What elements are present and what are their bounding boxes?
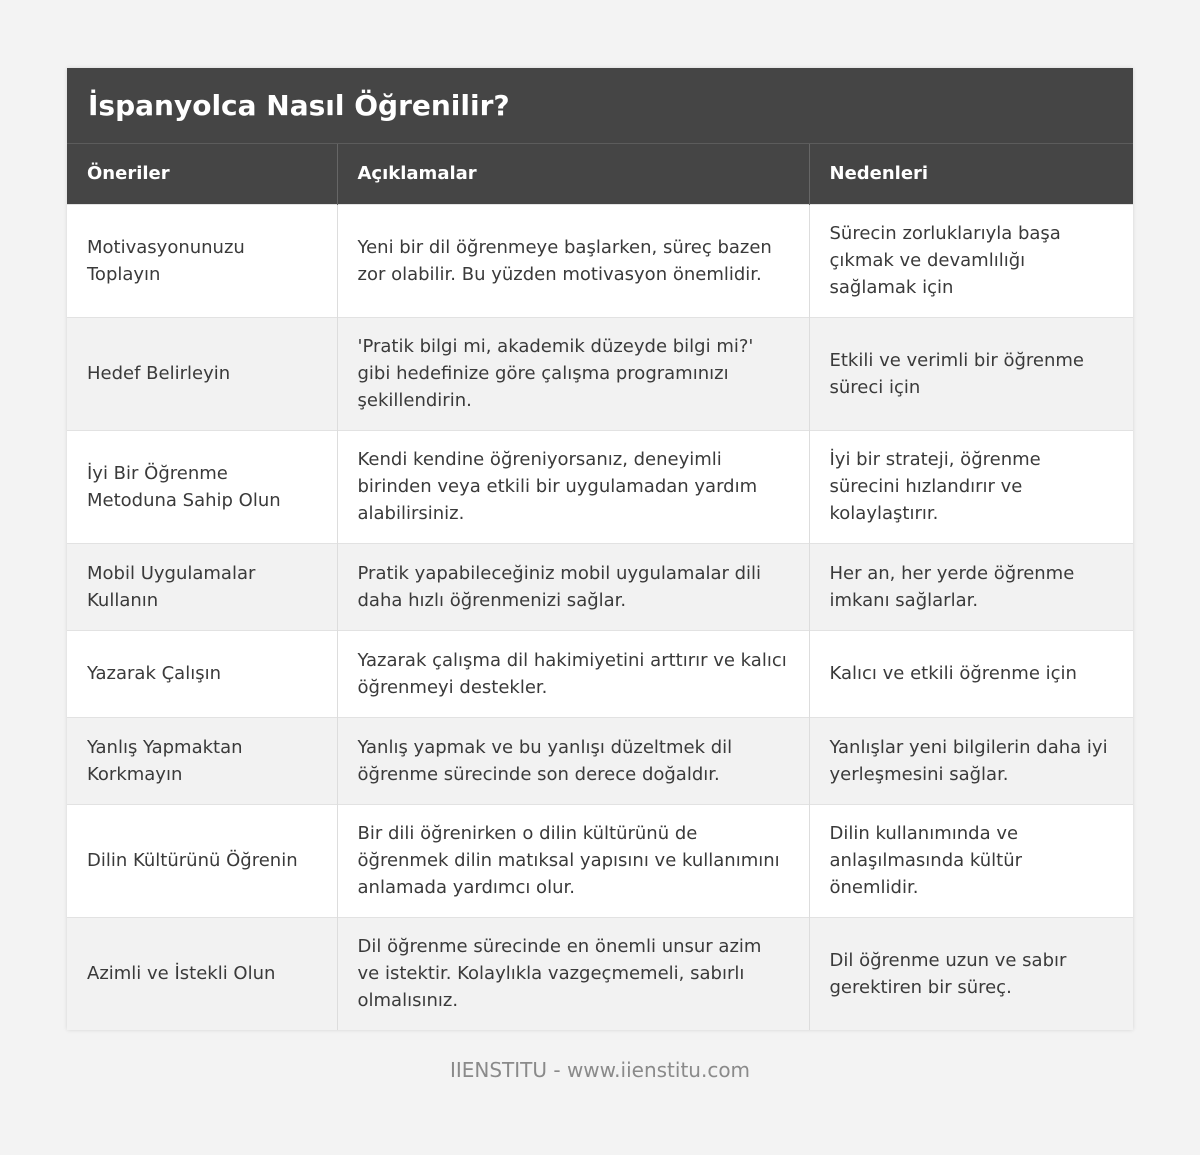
table-cell: Kendi kendine öğreniyorsanız, deneyimli birinden veya etkili bir uygulamadan yardım alabilirsiniz. xyxy=(337,430,809,543)
footer-credit: IIENSTITU - www.iienstitu.com xyxy=(449,1058,751,1082)
table-row xyxy=(67,317,1133,430)
table-cell: Dil öğrenme sürecinde en önemli unsur azim ve istektir. Kolaylıkla vazgeçmemeli, sabırlı olmalısınız. xyxy=(337,917,809,1030)
table-cell: Her an, her yerde öğrenme imkanı sağlarlar. xyxy=(809,543,1133,630)
table-cell: Yazarak çalışma dil hakimiyetini arttırır ve kalıcı öğrenmeyi destekler. xyxy=(337,630,809,717)
table-cell: İyi Bir Öğrenme Metoduna Sahip Olun xyxy=(67,430,337,543)
table-cell: Sürecin zorluklarıyla başa çıkmak ve devamlılığı sağlamak için xyxy=(809,204,1133,317)
table-row xyxy=(67,717,1133,804)
table-cell: Bir dili öğrenirken o dilin kültürünü de öğrenmek dilin matıksal yapısını ve kullanımını anlamada yardımcı olur. xyxy=(337,804,809,917)
table-cell: Hedef Belirleyin xyxy=(67,317,337,430)
table-cell: Azimli ve İstekli Olun xyxy=(67,917,337,1030)
table-cell: 'Pratik bilgi mi, akademik düzeyde bilgi mi?' gibi hedefinize göre çalışma programınızı şekillendirin. xyxy=(337,317,809,430)
table-row xyxy=(67,630,1133,717)
table-cell: Yanlış Yapmaktan Korkmayın xyxy=(67,717,337,804)
table-row xyxy=(67,430,1133,543)
table-cell: Yeni bir dil öğrenmeye başlarken, süreç bazen zor olabilir. Bu yüzden motivasyon önemlidir. xyxy=(337,204,809,317)
table-cell: Yanlışlar yeni bilgilerin daha iyi yerleşmesini sağlar. xyxy=(809,717,1133,804)
table-cell: Dilin kullanımında ve anlaşılmasında kültür önemlidir. xyxy=(809,804,1133,917)
table-row xyxy=(67,804,1133,917)
table-cell: Pratik yapabileceğiniz mobil uygulamalar dili daha hızlı öğrenmenizi sağlar. xyxy=(337,543,809,630)
title-bar xyxy=(67,68,1133,144)
table-cell: Kalıcı ve etkili öğrenme için xyxy=(809,630,1133,717)
table-cell: Motivasyonunuzu Toplayın xyxy=(67,204,337,317)
table-card xyxy=(67,68,1133,1030)
tips-table xyxy=(67,144,1133,1030)
table-row xyxy=(67,917,1133,1030)
column-header-oneriler: Öneriler xyxy=(67,144,337,204)
table-cell: Dilin Kültürünü Öğrenin xyxy=(67,804,337,917)
table-cell: İyi bir strateji, öğrenme sürecini hızlandırır ve kolaylaştırır. xyxy=(809,430,1133,543)
table-cell: Yanlış yapmak ve bu yanlışı düzeltmek dil öğrenme sürecinde son derece doğaldır. xyxy=(337,717,809,804)
table-row xyxy=(67,204,1133,317)
column-header-aciklamalar: Açıklamalar xyxy=(337,144,809,204)
table-cell: Yazarak Çalışın xyxy=(67,630,337,717)
table-cell: Etkili ve verimli bir öğrenme süreci için xyxy=(809,317,1133,430)
table-cell: Mobil Uygulamalar Kullanın xyxy=(67,543,337,630)
table-row xyxy=(67,543,1133,630)
page-title: İspanyolca Nasıl Öğrenilir? xyxy=(88,89,510,122)
column-header-nedenleri: Nedenleri xyxy=(809,144,1133,204)
table-cell: Dil öğrenme uzun ve sabır gerektiren bir süreç. xyxy=(809,917,1133,1030)
table-header-row xyxy=(67,144,1133,204)
